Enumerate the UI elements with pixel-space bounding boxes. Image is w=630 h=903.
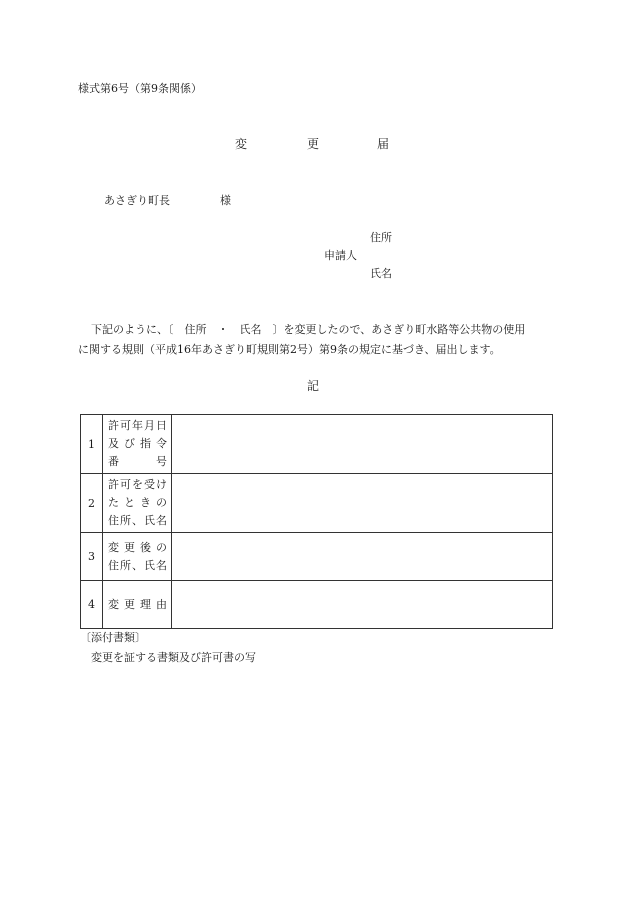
item-label-line	[103, 453, 171, 471]
document-title-char-2: 更	[307, 137, 320, 151]
item-label-char: き	[140, 496, 151, 509]
item-label-char: を	[132, 478, 143, 491]
row-number: 1	[81, 415, 103, 474]
item-label-char: 可	[120, 419, 131, 432]
item-label-char: 番	[108, 455, 119, 468]
body-text-line-1: 下記のように、〔 住所 ・ 氏名 〕を変更したので、あさぎり町水路等公共物の使用	[91, 323, 526, 336]
row-item-label	[103, 415, 172, 474]
item-label-char: 住	[108, 514, 119, 527]
row-value-field[interactable]	[172, 415, 553, 474]
item-label-char: 可	[120, 478, 131, 491]
item-label-char: 日	[156, 419, 167, 432]
item-label-char: 名	[156, 558, 167, 572]
item-label-line	[103, 512, 171, 530]
item-label-line	[103, 435, 171, 453]
item-label-char: 号	[156, 455, 167, 468]
item-label-line	[103, 417, 171, 435]
row-number: 3	[81, 533, 103, 581]
item-label-char: 名	[156, 514, 167, 527]
row-item-label	[103, 533, 172, 581]
applicant-label: 申請人	[324, 249, 357, 262]
honorific: 様	[220, 194, 231, 207]
row-value-field[interactable]	[172, 581, 553, 629]
item-label-char: 変	[108, 597, 119, 611]
item-label-char: 後	[140, 540, 151, 554]
row-item-label	[103, 474, 172, 533]
item-label-char: 、	[132, 514, 143, 527]
item-label-char: 更	[124, 540, 135, 554]
row-item-label	[103, 581, 172, 629]
item-label-char: 、	[132, 558, 143, 572]
applicant-address-label: 住所	[370, 231, 392, 244]
body-text-line-2: に関する規則（平成16年あさぎり町規則第2号）第9条の規定に基づき、届出します。	[78, 343, 501, 356]
item-label-char: 許	[108, 478, 119, 491]
item-label-char: 所	[120, 558, 131, 572]
row-value-field[interactable]	[172, 533, 553, 581]
item-label-char: 指	[140, 437, 151, 450]
table-row	[81, 533, 553, 581]
attachments-heading: 〔添付書類〕	[80, 631, 146, 644]
item-label-char: 年	[132, 419, 143, 432]
item-label-char: 理	[140, 597, 151, 611]
item-label-line	[103, 596, 171, 614]
row-number: 2	[81, 474, 103, 533]
item-label-line	[103, 494, 171, 512]
item-label-char: の	[156, 540, 167, 554]
item-label-char: 由	[156, 597, 167, 611]
item-label-char: 変	[108, 540, 119, 554]
item-label-char: け	[156, 478, 167, 491]
item-label-char: び	[124, 437, 135, 450]
item-label-char: 住	[108, 558, 119, 572]
form-number-label: 様式第6号（第9条関係）	[78, 82, 202, 95]
applicant-name-label: 氏名	[370, 267, 392, 280]
item-label-char: 許	[108, 419, 119, 432]
row-value-field[interactable]	[172, 474, 553, 533]
item-label-line	[103, 539, 171, 557]
item-label-char: 所	[120, 514, 131, 527]
table-row	[81, 415, 553, 474]
item-label-line	[103, 476, 171, 494]
item-label-char: 月	[144, 419, 155, 432]
item-label-char: 更	[124, 597, 135, 611]
item-label-char: 令	[156, 437, 167, 450]
addressee: あさぎり町長	[104, 194, 170, 207]
item-label-char: た	[108, 496, 119, 509]
item-label-line	[103, 557, 171, 575]
item-label-char: 受	[144, 478, 155, 491]
item-label-char: 氏	[144, 514, 155, 527]
document-title-char-1: 変	[235, 137, 248, 151]
item-label-char: 及	[108, 437, 119, 450]
item-label-char: 氏	[144, 558, 155, 572]
document-title-char-3: 届	[377, 137, 390, 151]
table-row	[81, 581, 553, 629]
item-label-char: の	[156, 496, 167, 509]
item-label-char: と	[124, 496, 135, 509]
attachment-item: 変更を証する書類及び許可書の写	[91, 651, 256, 664]
record-heading: 記	[307, 379, 320, 393]
row-number: 4	[81, 581, 103, 629]
change-details-table	[80, 414, 553, 629]
table-row	[81, 474, 553, 533]
